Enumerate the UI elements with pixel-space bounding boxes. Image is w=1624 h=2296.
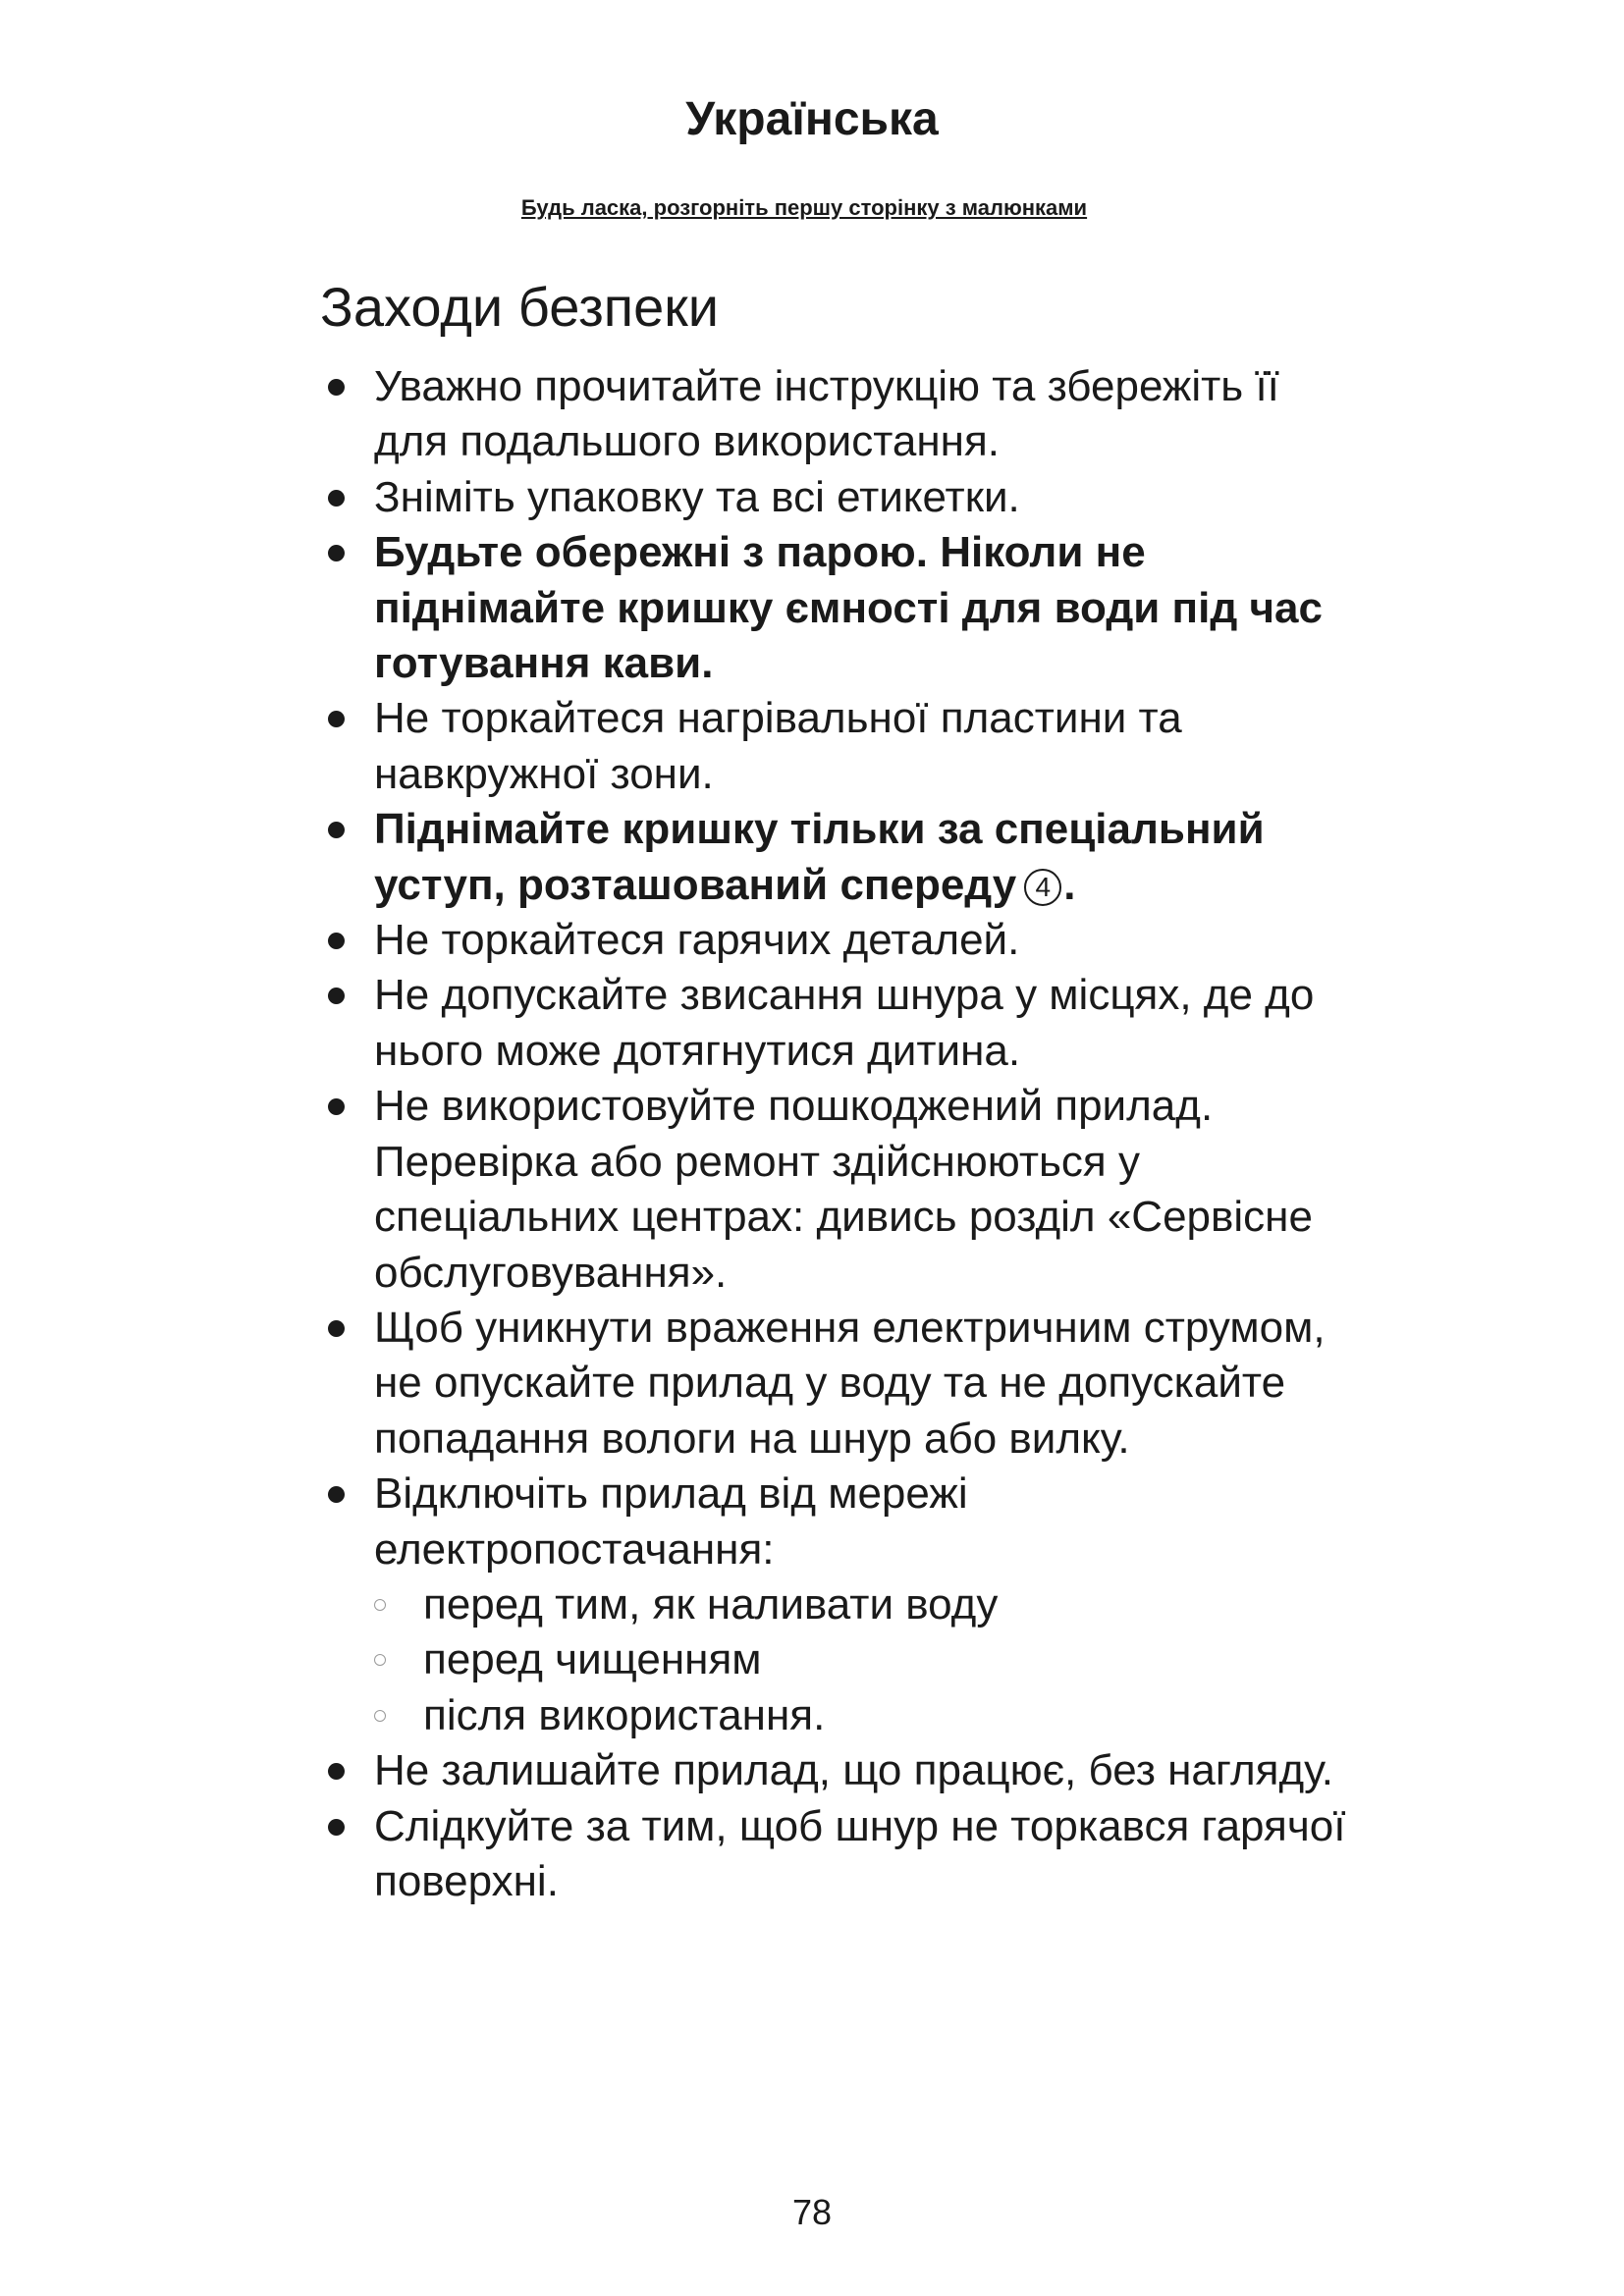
rule-text: Не використовуйте пошкоджений прилад. Перевірка або ремонт здійснюються у спеціальних центрах: дивись розділ «Сервісне обслуговування». [374, 1082, 1313, 1297]
rule-item [320, 1743, 1361, 1798]
bullet-icon [328, 1320, 345, 1337]
bullet-icon [328, 379, 345, 396]
bullet-icon [328, 1486, 345, 1503]
ring-bullet-icon [374, 1599, 386, 1611]
rule-item [320, 1079, 1361, 1301]
bullet-icon [328, 933, 345, 949]
rule-item [320, 913, 1361, 968]
bullet-icon [328, 545, 345, 561]
rule-item [320, 691, 1361, 802]
rule-text-suffix: . [1063, 860, 1076, 909]
rule-text: Не залишайте прилад, що працює, без нагляду. [374, 1746, 1333, 1795]
sub-rule-text: після використання. [423, 1690, 826, 1739]
bullet-icon [328, 1098, 345, 1115]
rule-item-emphasized [320, 802, 1361, 913]
bullet-icon [328, 1819, 345, 1836]
rule-text: Відключіть прилад від мережі електропостачання: [374, 1469, 968, 1574]
rule-text: Уважно прочитайте інструкцію та збережіть її для подальшого використання. [374, 362, 1279, 466]
rule-text: Піднімайте кришку тільки за спеціальний уступ, розташований спереду [374, 805, 1265, 909]
disconnect-cases-list [374, 1577, 1361, 1743]
rule-item [320, 1301, 1361, 1467]
sub-rule-item [374, 1688, 1361, 1743]
figure-reference-badge: 4 [1024, 869, 1061, 906]
sub-rule-text: перед чищенням [423, 1635, 762, 1684]
rule-item [320, 968, 1361, 1079]
rule-text: Зніміть упаковку та всі етикетки. [374, 472, 1020, 521]
sub-rule-item [374, 1577, 1361, 1632]
page-title: Українська [685, 93, 939, 145]
rule-item-emphasized [320, 525, 1361, 691]
page-number: 78 [791, 2192, 833, 2232]
rule-item [320, 470, 1361, 525]
sub-rule-text: перед тим, як наливати воду [423, 1579, 999, 1629]
safety-rules-list [320, 359, 1361, 1909]
rule-item [320, 1799, 1361, 1910]
ring-bullet-icon [374, 1654, 386, 1666]
bullet-icon [328, 490, 345, 507]
bullet-icon [328, 1763, 345, 1780]
sub-rule-item [374, 1632, 1361, 1687]
bullet-icon [328, 711, 345, 727]
rule-item [320, 359, 1361, 470]
section-heading: Заходи безпеки [320, 276, 720, 338]
ring-bullet-icon [374, 1710, 386, 1722]
rule-text: Слідкуйте за тим, щоб шнур не торкався гарячої поверхні. [374, 1801, 1346, 1905]
rule-item [320, 1467, 1361, 1743]
rule-text: Не допускайте звисання шнура у місцях, де до нього може дотягнутися дитина. [374, 971, 1315, 1075]
rule-text: Не торкайтеся нагрівальної пластини та навкружної зони. [374, 694, 1182, 798]
unfold-pages-note-text: Будь ласка, розгорніть першу сторінку з малюнками [520, 195, 1088, 220]
bullet-icon [328, 822, 345, 838]
unfold-pages-note [0, 194, 1624, 222]
rule-text: Щоб уникнути враження електричним струмом, не опускайте прилад у воду та не допускайте попадання вологи на шнур або вилку. [374, 1303, 1326, 1463]
rule-text: Будьте обережні з парою. Ніколи не піднімайте кришку ємності для води під час готування кави. [374, 528, 1323, 688]
bullet-icon [328, 988, 345, 1004]
rule-text: Не торкайтеся гарячих деталей. [374, 916, 1020, 965]
